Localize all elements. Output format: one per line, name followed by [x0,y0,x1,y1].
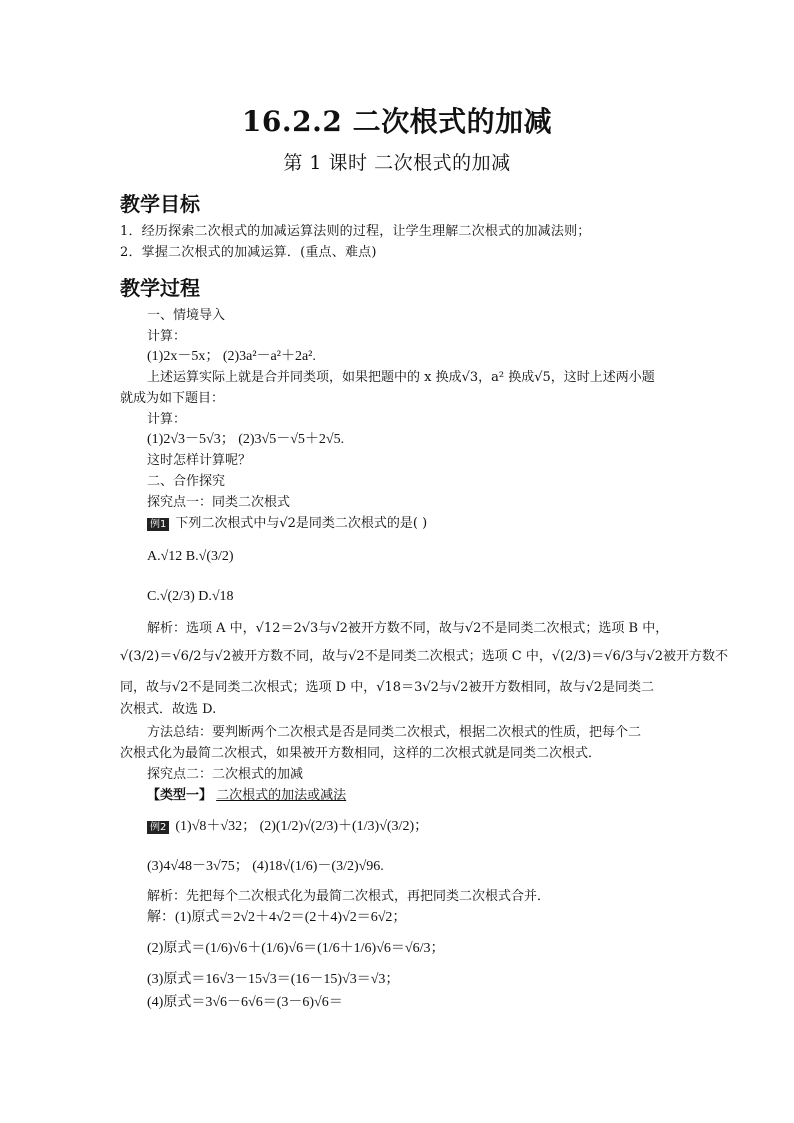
example-2-line-1 [147,818,428,836]
page-title: 16.2.2 二次根式的加减 [241,105,553,138]
solution-4: (4)原式＝3√6－6√6＝(3－6)√6＝ [147,995,343,1010]
example-1-options-cd: C.√(2/3) D.√18 [147,589,234,604]
solution-1: 解：(1)原式＝2√2＋4√2＝(2＋4)√2＝6√2； [147,910,407,925]
example-2-expression-1: (1)√8＋√32； (2)(1/2)√(2/3)＋(1/3)√(3/2)； [175,819,429,834]
example-1-options-ab: A.√12 B.√(3/2) [147,549,234,564]
method-summary-line-1: 方法总结：要判断两个二次根式是否是同类二次根式，根据二次根式的性质，把每个二 [147,725,642,740]
analysis-1-line-3: 同，故与√2不是同类二次根式；选项 D 中，√18＝3√2与√2被开方数相同，故与√2是同类二 [120,680,655,695]
intro-paragraph-line-1: 上述运算实际上就是合并同类项，如果把题中的 x 换成√3，a² 换成√5，这时上述两小题 [147,370,655,385]
calc-expression-2: (1)2√3－5√3； (2)3√5－√5＋2√5. [147,432,345,447]
example-1-tag: 例1 [147,518,169,531]
section-explore-title: 二、合作探究 [147,474,226,489]
method-summary-line-2: 次根式化为最简二次根式，如果被开方数相同，这样的二次根式就是同类二次根式． [120,746,602,761]
example-2-line-2: (3)4√48－3√75； (4)18√(1/6)－(3/2)√96. [147,859,384,874]
analysis-1-line-4: 次根式．故选 D. [120,702,217,717]
calc-label-1: 计算： [147,329,187,344]
calc-expression-1: (1)2x－5x； (2)3a²－a²＋2a². [147,349,316,364]
calc-label-2: 计算： [147,412,187,427]
question-text: 这时怎样计算呢？ [147,453,252,468]
type-label: 【类型一】 [147,788,213,803]
goal-item-2: 2．掌握二次根式的加减运算．(重点、难点) [120,245,377,260]
analysis-1-line-1: 解析：选项 A 中，√12＝2√3与√2被开方数不同，故与√2不是同类二次根式；选项 B 中， [147,621,669,636]
section-heading-process: 教学过程 [120,276,200,300]
solution-3: (3)原式＝16√3－15√3＝(16－15)√3＝√3； [147,972,400,987]
example-1-question [147,515,427,533]
example-1-text: 下列二次根式中与√2是同类二次根式的是( ) [175,516,428,531]
section-heading-goals: 教学目标 [120,192,200,216]
type-title: 二次根式的加法或减法 [216,788,347,803]
solution-2: (2)原式＝(1/6)√6＋(1/6)√6＝(1/6＋1/6)√6＝√6/3； [147,941,445,956]
analysis-2: 解析：先把每个二次根式化为最简二次根式，再把同类二次根式合并． [147,889,551,904]
explore-point-2: 探究点二：二次根式的加减 [147,767,304,782]
section-intro-title: 一、情境导入 [147,308,226,323]
example-2-tag: 例2 [147,821,169,834]
goal-item-1: 1．经历探索二次根式的加减运算法则的过程，让学生理解二次根式的加减法则； [120,224,591,239]
page-subtitle: 第 1 课时 二次根式的加减 [283,152,511,174]
type-heading [147,787,346,805]
intro-paragraph-line-2: 就成为如下题目： [120,391,225,406]
explore-point-1: 探究点一：同类二次根式 [147,495,291,510]
analysis-1-line-2: √(3/2)＝√6/2与√2被开方数不同，故与√2不是同类二次根式；选项 C 中，√(2/3)＝√6/3与√2被开方数不 [120,649,728,664]
